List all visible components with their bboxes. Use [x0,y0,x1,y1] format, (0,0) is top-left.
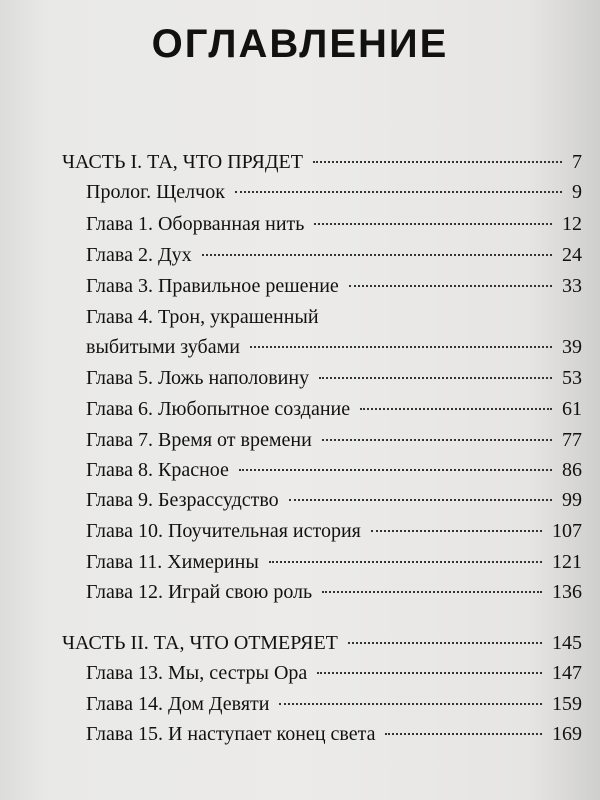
dot-leader [313,161,562,163]
toc-entry-page: 107 [552,520,582,542]
toc-entry-prologue [86,180,582,204]
dot-leader [322,591,542,593]
toc-entry-label: ЧАСТЬ I. ТА, ЧТО ПРЯДЕТ [62,151,303,173]
toc-entry-label: Глава 13. Мы, сестры Ора [86,662,308,684]
toc-entry-chapter-14 [86,692,582,716]
toc-entry-label: Глава 7. Время от времени [86,429,312,451]
toc-entry-page: 24 [562,244,582,266]
toc-entry-label: Глава 11. Химерины [86,551,259,573]
dot-leader [250,346,552,348]
toc-entry-label: ЧАСТЬ II. ТА, ЧТО ОТМЕРЯЕТ [62,632,338,654]
toc-entry-chapter-11 [86,550,582,574]
toc-entry-page: 145 [552,632,582,654]
toc-entry-chapter-15 [86,722,582,746]
dot-leader [322,439,552,441]
toc-entry-page: 9 [572,181,582,203]
dot-leader [289,499,552,501]
toc-entry-chapter-5 [86,366,582,390]
toc-entry-page: 86 [562,459,582,481]
toc-entry-chapter-8 [86,458,582,482]
toc-entry-label: Пролог. Щелчок [86,181,225,203]
toc-entry-label: Глава 6. Любопытное создание [86,398,351,420]
toc-entry-chapter-4-line-1 [86,305,582,329]
toc-entry-label: Глава 4. Трон, украшенный [86,306,319,328]
toc-entry-label: Глава 15. И наступает конец света [86,723,376,745]
toc-entry-part-1 [62,150,582,174]
toc-entry-label: Глава 12. Играй свою роль [86,581,313,603]
toc-entry-page: 53 [562,367,582,389]
dot-leader [319,377,552,379]
toc-entry-page: 12 [562,213,582,235]
toc-entry-page: 39 [562,336,582,358]
toc-entry-part-2 [62,631,582,655]
dot-leader [371,530,542,532]
toc-entry-label: Глава 10. Поучительная история [86,520,361,542]
toc-entry-chapter-3 [86,274,582,298]
toc-entry-label: Глава 3. Правильное решение [86,275,339,297]
dot-leader [360,408,552,410]
toc-entry-label: Глава 5. Ложь наполовину [86,367,310,389]
toc-entry-label: Глава 9. Безрассудство [86,489,279,511]
dot-leader [317,672,542,674]
toc-entry-chapter-7 [86,428,582,452]
dot-leader [269,561,542,563]
dot-leader [239,469,552,471]
toc-entry-page: 61 [562,398,582,420]
toc-entry-label: Глава 1. Оборванная нить [86,213,305,235]
toc-entry-chapter-6 [86,397,582,421]
toc-entry-chapter-10 [86,519,582,543]
toc-entry-page: 136 [552,581,582,603]
toc-entry-chapter-2 [86,243,582,267]
toc-entry-page: 147 [552,662,582,684]
toc-entry-page: 7 [572,151,582,173]
dot-leader [235,191,562,193]
dot-leader [348,642,542,644]
toc-entry-chapter-1 [86,212,582,236]
toc-entry-label: Глава 8. Красное [86,459,229,481]
dot-leader [279,703,542,705]
toc-entry-page: 77 [562,429,582,451]
dot-leader [385,733,542,735]
toc-entry-chapter-12 [86,580,582,604]
toc-entry-label: Глава 2. Дух [86,244,192,266]
toc-entry-label-continued: выбитыми зубами [86,336,240,358]
toc-entry-page: 169 [552,723,582,745]
dot-leader [349,285,552,287]
page-title: ОГЛАВЛЕНИЕ [151,22,449,66]
toc-entry-page: 33 [562,275,582,297]
toc-entry-label: Глава 14. Дом Девяти [86,693,270,715]
toc-entry-page: 159 [552,693,582,715]
toc-entry-chapter-4-line-2 [86,335,582,359]
toc-entry-page: 121 [552,551,582,573]
toc-entry-page: 99 [562,489,582,511]
dot-leader [202,254,552,256]
toc-entry-chapter-13 [86,661,582,685]
toc-entry-chapter-9 [86,488,582,512]
dot-leader [314,223,552,225]
